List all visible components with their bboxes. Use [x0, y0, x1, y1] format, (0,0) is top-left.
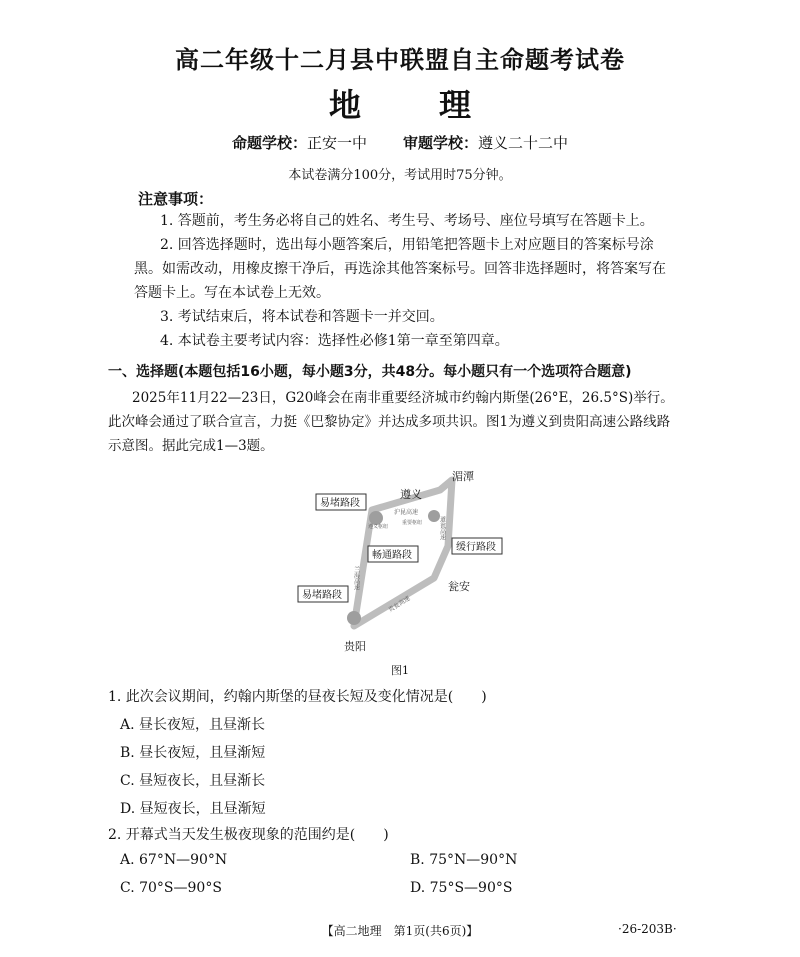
- callout-slow-label: 缓行路段: [456, 542, 496, 553]
- notice-item-2-end: 答题卡上。写在本试卷上无效。: [134, 285, 330, 301]
- q2-option-b: B. 75°N—90°N: [410, 852, 518, 868]
- road-label-west: 兰海高速: [352, 566, 360, 590]
- zunyi-hub-dot: [369, 511, 383, 525]
- notice-item-2-cont: 黑。如需改动，用橡皮擦干净后，再选涂其他答案标号。回答非选择题时，将答案写在: [134, 261, 666, 277]
- highway-map: [290, 466, 520, 662]
- q1-option-d: D. 昼短夜长，且昼渐短: [120, 801, 266, 817]
- section-heading: 一、选择题(本题包括16小题，每小题3分，共48分。每小题只有一个选项符合题意): [108, 364, 632, 380]
- road-label-north: 沪昆高速: [394, 509, 419, 516]
- callout-jam-top-label: 易堵路段: [320, 498, 360, 509]
- callout-normal-label: 畅通路段: [372, 550, 412, 561]
- exam-title: 高二年级十二月县中联盟自主命题考试卷: [175, 46, 625, 74]
- road-label-junction: 重要枢纽: [402, 520, 423, 526]
- reviewer-value: 遵义二十二中: [478, 134, 569, 152]
- question-1-stem: 1. 此次会议期间，约翰内斯堡的昼夜长短及变化情况是( ): [108, 689, 487, 705]
- setter-label: 命题学校：: [231, 134, 307, 152]
- city-wengan: 瓮安: [448, 580, 470, 593]
- q2-option-a: A. 67°N—90°N: [120, 852, 228, 868]
- full-mark-note: 本试卷满分100分，考试用时75分钟。: [288, 168, 512, 183]
- school-line: [0, 132, 800, 153]
- city-meitan: 湄潭: [452, 470, 474, 483]
- callout-jam-bottom-label: 易堵路段: [302, 590, 342, 601]
- q1-option-a: A. 昼长夜短，且昼渐长: [120, 717, 266, 733]
- city-zunyi: 遵义: [400, 488, 422, 501]
- question-2-stem: 2. 开幕式当天发生极夜现象的范围约是( ): [108, 827, 389, 843]
- q1-option-c: C. 昼短夜长，且昼渐长: [120, 773, 266, 789]
- intro-line-3: 示意图。据此完成1—3题。: [108, 438, 274, 454]
- page-footer: 【高二地理 第1页(共6页)】: [321, 924, 479, 938]
- road-label-hub: 遵义枢纽: [368, 524, 389, 530]
- section-intro: [108, 386, 708, 458]
- subject-title: [0, 80, 800, 126]
- exam-code: ·26-203B·: [618, 922, 677, 936]
- setter-value: 正安一中: [306, 134, 367, 152]
- notice-item-1: 1. 答题前，考生务必将自己的姓名、考生号、考场号、座位号填写在答题卡上。: [160, 213, 654, 229]
- intro-line-1: 2025年11月22—23日，G20峰会在南非重要经济城市约翰内斯堡(26°E，26.5°S)举行。: [132, 390, 674, 406]
- reviewer-label: 审题学校：: [403, 134, 479, 152]
- notice-item-4: 4. 本试卷主要考试内容：选择性必修1第一章至第四章。: [160, 333, 509, 349]
- subject-char-1: 地: [328, 86, 361, 124]
- guiyang-dot: [347, 611, 361, 625]
- intro-line-2: 此次峰会通过了联合宣言，力挺《巴黎协定》并达成多项共识。图1为遵义到贵阳高速公路线路: [108, 414, 671, 430]
- city-guiyang: 贵阳: [344, 640, 366, 653]
- q1-option-b: B. 昼长夜短，且昼渐短: [120, 745, 266, 761]
- notice-heading: 注意事项：: [138, 190, 214, 208]
- road-label-east: 道瓮高速: [438, 516, 446, 540]
- figure-caption: 图1: [391, 664, 409, 677]
- notice-item-2: 2. 回答选择题时，选出每小题答案后，用铅笔把答题卡上对应题目的答案标号涂: [160, 237, 654, 253]
- q2-option-c: C. 70°S—90°S: [120, 880, 222, 896]
- road-label-south: 贵瓮高速: [387, 595, 412, 614]
- notice-item-3: 3. 考试结束后，将本试卷和答题卡一并交回。: [160, 309, 444, 325]
- subject-char-2: 理: [438, 86, 471, 124]
- q2-option-d: D. 75°S—90°S: [410, 880, 513, 896]
